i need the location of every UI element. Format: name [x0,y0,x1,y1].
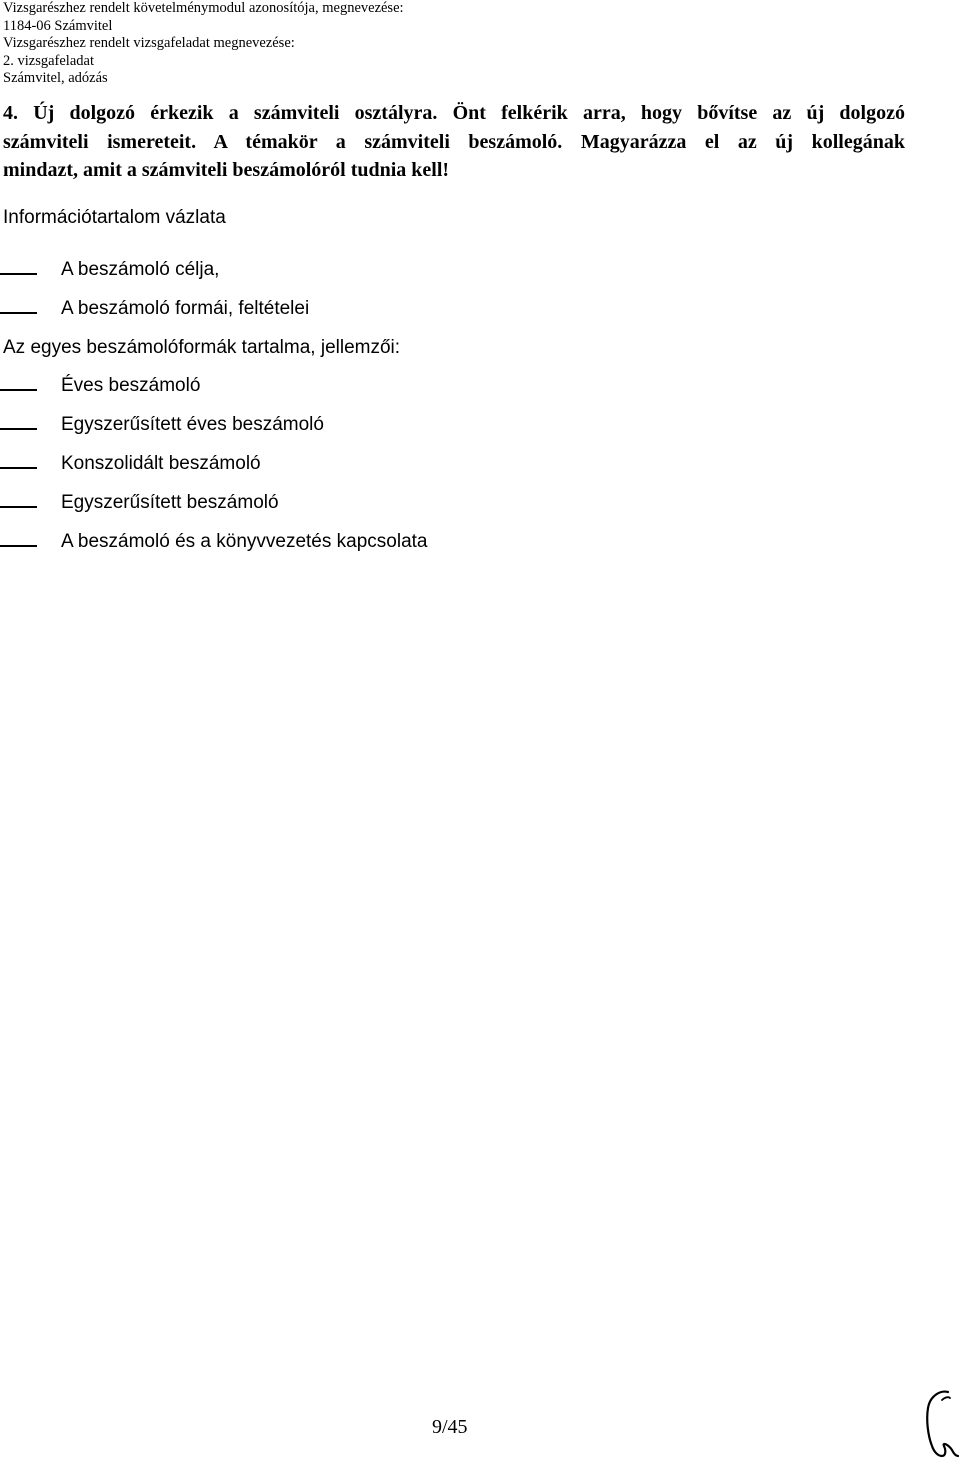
dash-bullet-icon [0,273,37,275]
dash-bullet-icon [0,389,37,391]
header-task-label: Vizsgarészhez rendelt vizsgafeladat megnevezése: [3,35,295,51]
outline-item [0,451,960,477]
header-module-label: Vizsgarészhez rendelt követelménymodul azonosítója, megnevezése: [3,0,404,16]
outline-item-text: Éves beszámoló [61,375,201,396]
dash-bullet-icon [0,545,37,547]
outline-item [0,529,960,555]
outline-item-text: Egyszerűsített beszámoló [61,492,279,513]
dash-bullet-icon [0,506,37,508]
page-number: 9/45 [432,1416,468,1438]
document-header [3,0,404,88]
task-line-1: 4. Új dolgozó érkezik a számviteli osztályra. Önt felkérik arra, hogy bővítse az új dolgozó [3,102,905,124]
outline-item [0,257,960,283]
dash-bullet-icon [0,312,37,314]
outline-item [0,490,960,516]
outline-subheading: Az egyes beszámolóformák tartalma, jellemzői: [3,337,401,358]
outline-title: Információtartalom vázlata [3,207,226,228]
outline-item [0,373,960,399]
task-line-3: mindazt, amit a számviteli beszámolóról tudnia kell! [3,159,450,181]
outline-item-text: Egyszerűsített éves beszámoló [61,414,324,435]
outline-item [0,412,960,438]
outline-item-text: A beszámoló formái, feltételei [61,298,310,319]
header-module-name: 1184-06 Számvitel [3,17,113,34]
task-statement [3,99,905,185]
task-line-2: számviteli ismereteit. A témakör a számviteli beszámoló. Magyarázza el az új kollegának [3,130,905,153]
header-task-number: 2. vizsgafeladat [3,52,94,69]
outline-item-text: Konszolidált beszámoló [61,453,261,474]
signature-icon [918,1386,960,1460]
dash-bullet-icon [0,428,37,430]
outline-item-text: A beszámoló és a könyvvezetés kapcsolata [61,531,428,552]
header-task-name: Számvitel, adózás [3,70,108,86]
dash-bullet-icon [0,467,37,469]
outline-item [0,296,960,322]
outline-item-text: A beszámoló célja, [61,259,220,280]
